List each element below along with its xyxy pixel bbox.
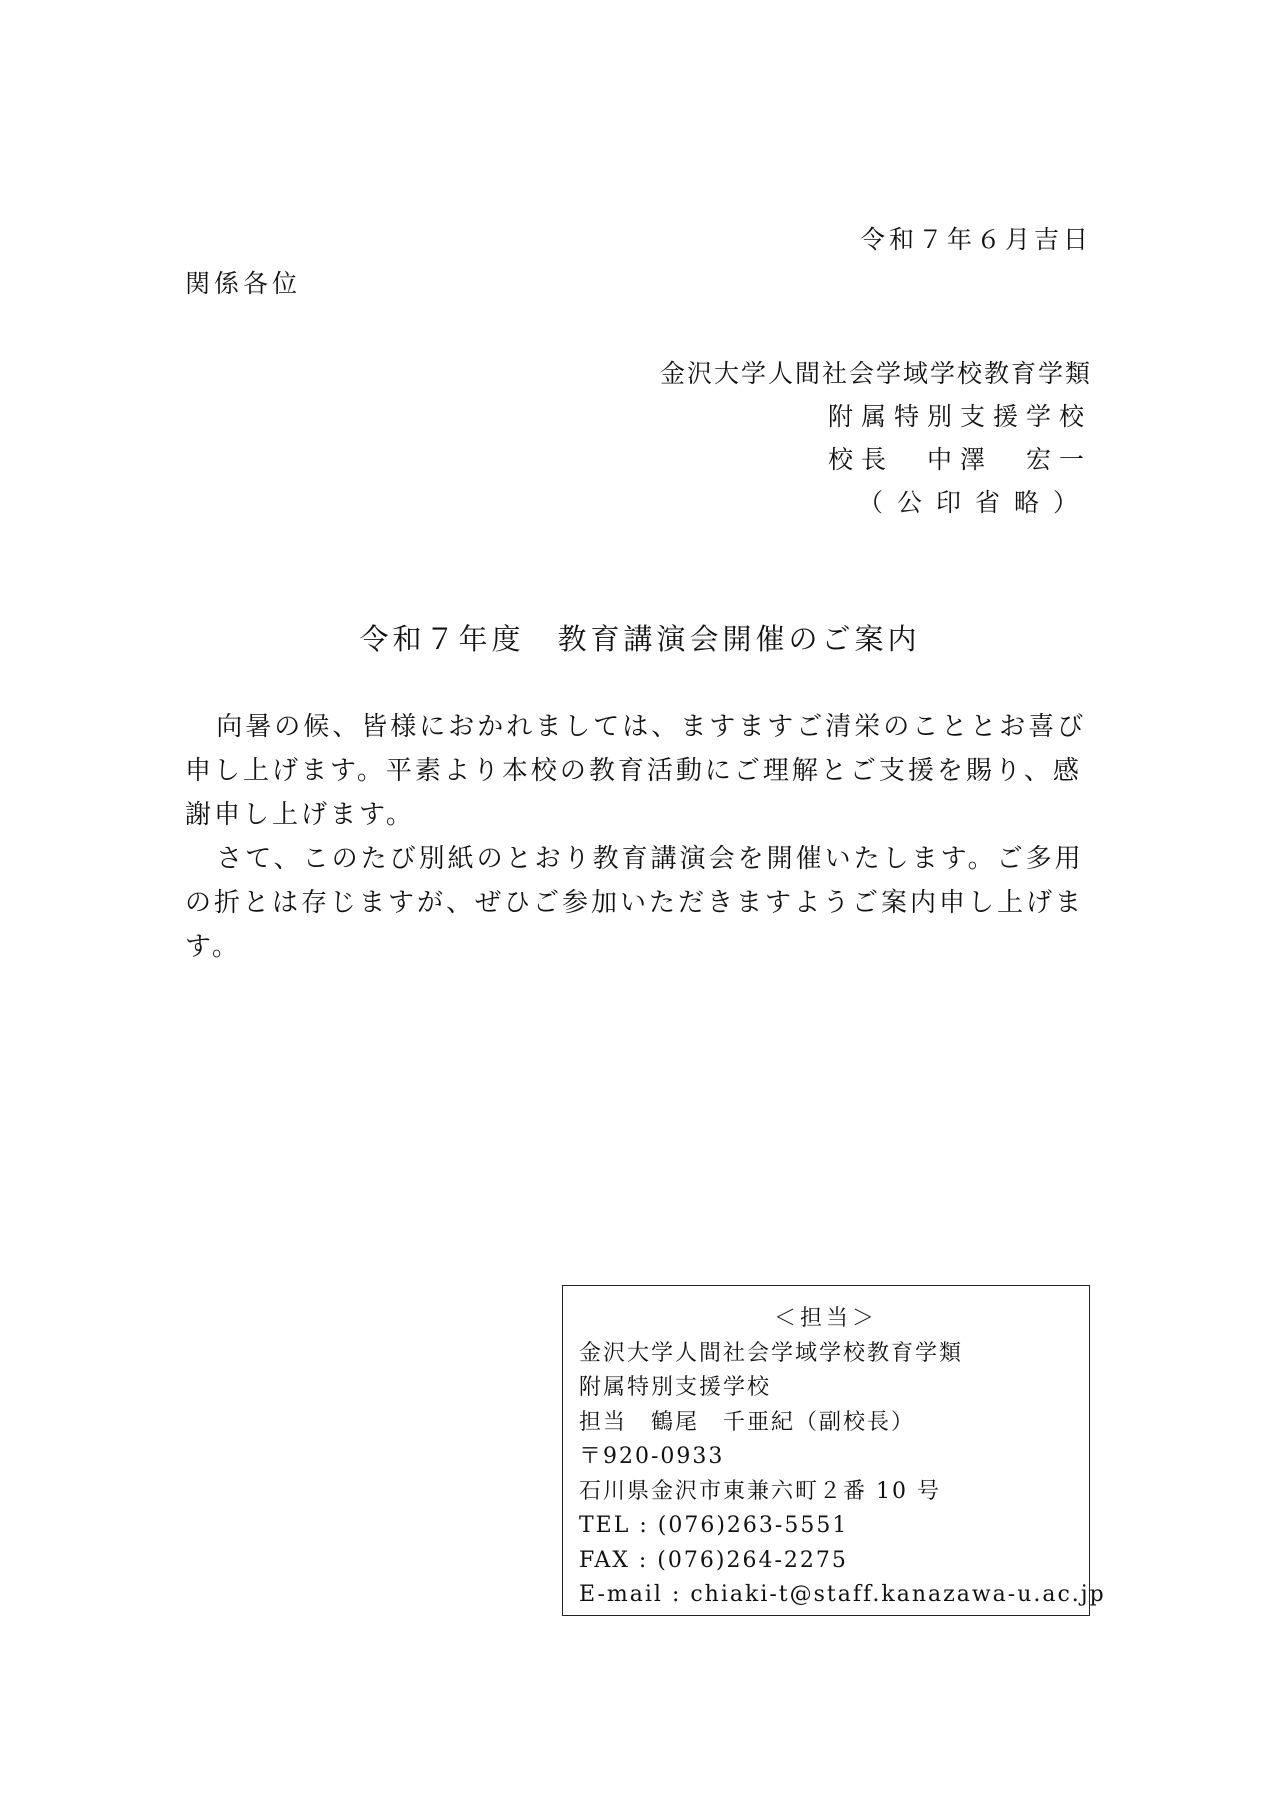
sender-school: 附属特別支援学校 xyxy=(827,402,1092,431)
contact-person: 担当 鶴尾 千亜紀（副校長） xyxy=(579,1409,916,1435)
letter-body xyxy=(185,705,1100,969)
sender-organization: 金沢大学人間社会学域学校教育学類 xyxy=(659,359,1092,388)
contact-heading: ＜担当＞ xyxy=(773,1306,878,1331)
letter-date: 令和７年６月吉日 xyxy=(859,225,1092,254)
body-paragraph: 向暑の候、皆様におかれましては、ますますご清栄のこととお喜び申し上げます。平素より本校の教育活動にご理解とご支援を賜り、感謝申し上げます。 xyxy=(185,712,1087,830)
contact-postal-code: 〒920-0933 xyxy=(579,1444,725,1469)
seal-omitted-note: （公印省略） xyxy=(857,488,1092,517)
contact-school: 附属特別支援学校 xyxy=(579,1375,772,1400)
body-paragraph: さて、このたび別紙のとおり教育講演会を開催いたします。ご多用の折とは存じますが、ぜひご参加いただきますようご案内申し上げます。 xyxy=(185,844,1085,962)
contact-email: E-mail : chiaki-t@staff.kanazawa-u.ac.jp xyxy=(579,1582,1106,1607)
contact-tel: TEL : (076)263-5551 xyxy=(579,1513,849,1538)
contact-box xyxy=(562,1285,1106,1616)
document-title: 令和７年度 教育講演会開催のご案内 xyxy=(359,622,921,656)
addressee: 関係各位 xyxy=(185,269,302,298)
contact-address: 石川県金沢市東兼六町２番 10 号 xyxy=(579,1478,941,1504)
contact-fax: FAX : (076)264-2275 xyxy=(579,1547,848,1573)
contact-organization: 金沢大学人間社会学域学校教育学類 xyxy=(579,1340,964,1366)
sender-principal: 校長 中澤 宏一 xyxy=(827,445,1092,474)
sender-block xyxy=(660,352,1092,524)
